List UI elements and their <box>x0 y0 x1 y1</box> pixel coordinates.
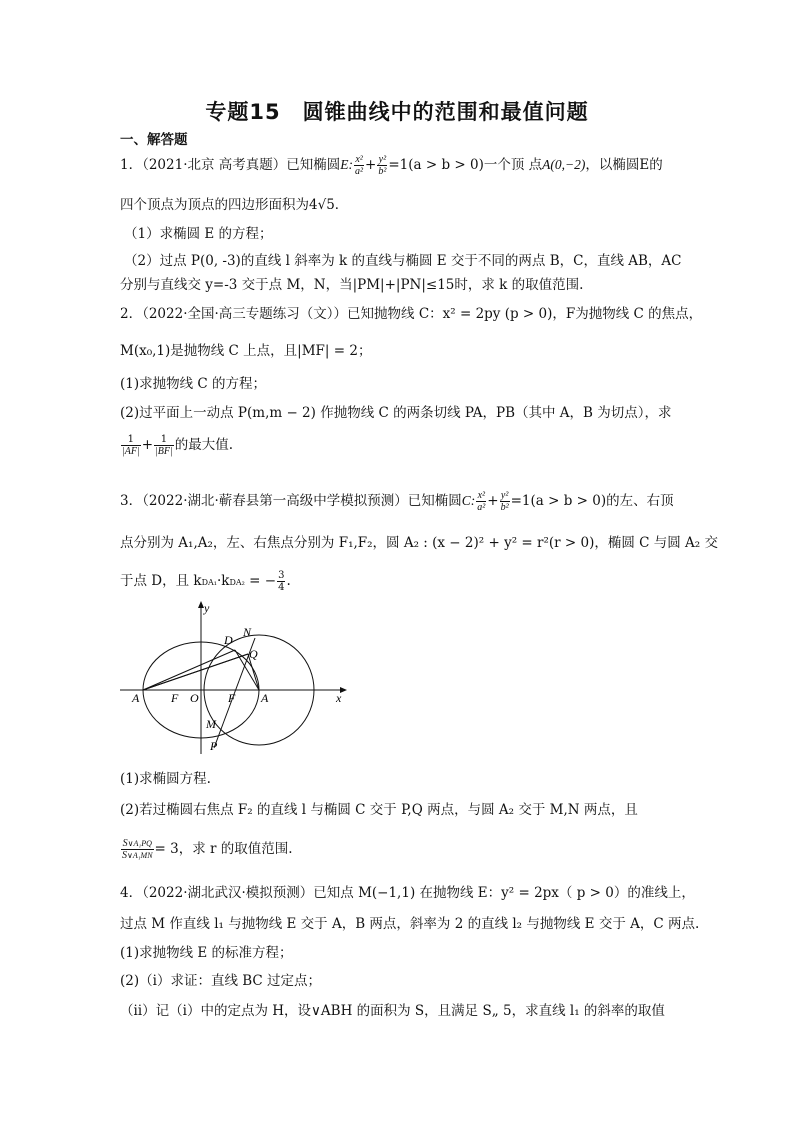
q1-intro: 1．（2021·北京 高考真题）已知椭圆 <box>120 157 341 173</box>
q1-point: A(0,−2) <box>542 157 586 172</box>
label-m: M <box>206 717 216 731</box>
q3-line3: 于点 D，且 kDA₁·kDA₂ = − $\frac{3}{4}$ . <box>120 570 291 593</box>
q1-ellipse-label: E: <box>340 157 354 172</box>
q1-eq-tail: =1(a > b > 0)一个顶 点 <box>388 157 543 173</box>
label-o: O <box>190 691 199 705</box>
conic-figure <box>118 598 350 756</box>
q4-part1: (1)求抛物线 E 的标准方程； <box>120 945 293 961</box>
q2-intro: 2．（2022·全国·高三专题练习（文））已知抛物线 C：x² = 2py (p > 0)，F为抛物线 C 的焦点， <box>120 306 703 322</box>
label-f1: F <box>171 691 179 705</box>
figure-svg <box>118 598 350 756</box>
line-a1-d <box>143 650 235 690</box>
q4-intro: 4．（2022·湖北武汉·模拟预测）已知点 M(−1,1) 在抛物线 E：y² = 2px（ p > 0）的准线上， <box>120 885 695 901</box>
q2-frac-bf: $\frac{1}{|BF|}$ <box>155 434 173 457</box>
q2-part2-expr: $\frac{1}{|AF|}$ + $\frac{1}{|BF|}$ 的最大值. <box>122 434 234 457</box>
label-a2: A <box>261 691 269 705</box>
q1-line2: 四个顶点为顶点的四边形面积为4√5． <box>120 197 349 213</box>
line-a1-n <box>143 654 248 690</box>
label-p: P <box>210 739 218 753</box>
q1-frac-y: $\frac{\text{y²}}{\text{b²}}$ <box>378 154 387 177</box>
q3-part2: (2)若过椭圆右焦点 F₂ 的直线 l 与椭圆 C 交于 P,Q 两点，与圆 A₂ 交于 M,N 两点，且 <box>120 802 638 818</box>
q2-part2-tail: 的最大值. <box>174 437 234 453</box>
q3-frac-y: $\frac{\text{y²}}{\text{b²}}$ <box>500 490 509 513</box>
label-y: y <box>204 601 210 615</box>
q3-part2-expr <box>120 838 293 861</box>
q3-intro-tail: =1(a > b > 0)的左、右顶 <box>510 493 674 509</box>
q1-intro-b: ，以椭圆E的 <box>585 157 663 173</box>
q1-line1: 1．（2021·北京 高考真题）已知椭圆E: $\frac{\text{x²}}{\text{a²}}$ + $\frac{\text{y²}}{\text{b²}}$ =1(a > b > 0)一个顶 点A(0,−2)，以椭圆E的 <box>120 154 663 177</box>
q3-part2-tail: = 3，求 r 的取值范围. <box>154 841 293 857</box>
q3-intro-line: 3．（2022·湖北·蕲春县第一高级中学模拟预测）已知椭圆C: $\frac{\text{x²}}{\text{a²}}$ + $\frac{\text{y²}}{\text{b²}}$ =1(a > b > 0)的左、右顶 <box>120 490 674 513</box>
label-x: x <box>336 691 342 705</box>
q3-frac-k: $\frac{3}{4}$ <box>278 570 285 593</box>
q4-part3: （ⅱ）记（ⅰ）中的定点为 H，设∨ABH 的面积为 S，且满足 S„ 5，求直线 l₁ 的斜率的取值 <box>120 1003 665 1019</box>
q1-part2a: （2）过点 P(0, -3)的直线 l 斜率为 k 的直线与椭圆 E 交于不同的两点 B，C，直线 AB，AC <box>124 253 682 269</box>
label-n: N <box>243 625 252 639</box>
q2-frac-af: $\frac{1}{|AF|}$ <box>122 434 140 457</box>
q1-part2b: 分别与直线交 y=-3 交于点 M，N，当|PM|+|PN|≤15时，求 k 的取值范围. <box>120 277 584 293</box>
q3-line2: 点分别为 A₁,A₂，左、右焦点分别为 F₁,F₂，圆 A₂ : (x − 2)² + y² = r²(r > 0)，椭圆 C 与圆 A₂ 交 <box>120 535 718 551</box>
q3-frac-x: $\frac{\text{x²}}{\text{a²}}$ <box>477 490 486 513</box>
q1-part1: （1）求椭圆 E 的方程； <box>124 226 273 242</box>
q3-part1: (1)求椭圆方程. <box>120 771 211 787</box>
section-heading: 一、解答题 <box>120 132 188 148</box>
q3-intro: 3．（2022·湖北·蕲春县第一高级中学模拟预测）已知椭圆 <box>120 493 462 509</box>
page-title: 专题15 圆锥曲线中的范围和最值问题 <box>205 100 589 124</box>
label-f2: F <box>228 691 236 705</box>
q1-frac-x: $\frac{\text{x²}}{\text{a²}}$ <box>355 154 364 177</box>
q2-line2: M(x₀,1)是抛物线 C 上点，且|MF| = 2； <box>120 343 372 359</box>
q4-line2: 过点 M 作直线 l₁ 与抛物线 E 交于 A，B 两点，斜率为 2 的直线 l₂ 与抛物线 E 交于 A，C 两点. <box>120 916 700 932</box>
q2-part1: (1)求抛物线 C 的方程； <box>120 376 267 392</box>
q2-part2: (2)过平面上一动点 P(m,m − 2) 作抛物线 C 的两条切线 PA，PB（其中 A，B 为切点），求 <box>120 405 672 421</box>
label-a1: A <box>132 691 140 705</box>
label-d: D <box>224 633 233 647</box>
q3-frac-area: $\frac{\text{S∨A₁PQ}}{\text{S∨A₁MN}}$ <box>122 838 153 861</box>
label-q: Q <box>249 647 258 661</box>
q4-part2: (2)（ⅰ）求证：直线 BC 过定点； <box>120 973 322 989</box>
